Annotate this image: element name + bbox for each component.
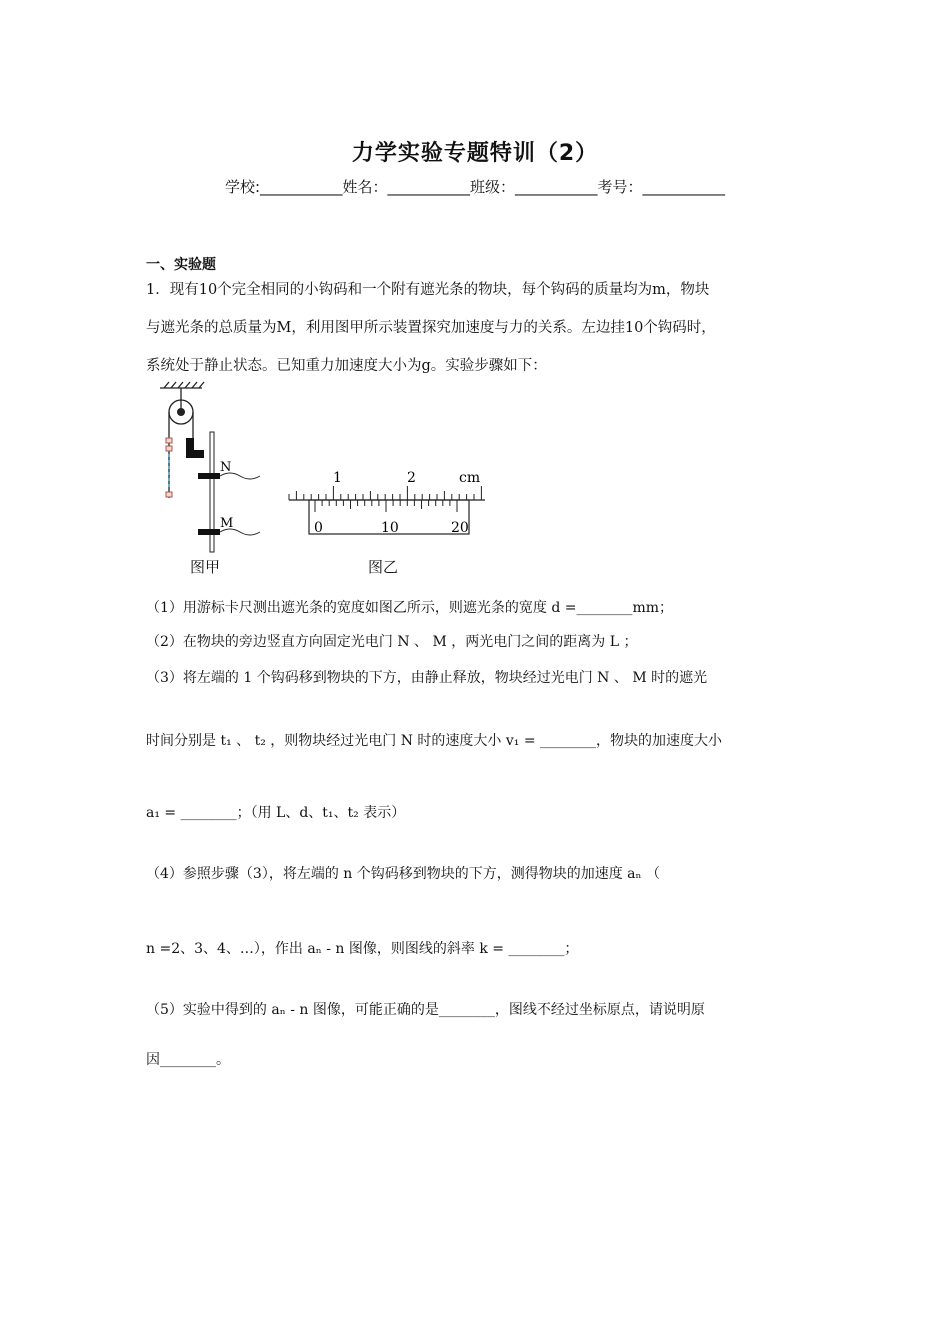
figure-a-apparatus <box>150 380 270 555</box>
part-4-line-1: （4）参照步骤（3），将左端的 n 个钩码移到物块的下方，测得物块的加速度 aₙ （ <box>146 866 661 882</box>
question-intro-line-1: 1．现有10个完全相同的小钩码和一个附有遮光条的物块，每个钩码的质量均为m，物块 <box>146 282 710 298</box>
gate-m-label: M <box>220 516 234 531</box>
question-intro-line-3: 系统处于静止状态。已知重力加速度大小为g。实验步骤如下： <box>146 358 547 374</box>
block-with-shutter <box>186 438 204 458</box>
main-label-1: 1 <box>333 470 342 486</box>
part-4-line-2: n =2、3、4、…），作出 aₙ - n 图像，则图线的斜率 k = ________； <box>146 941 579 957</box>
figure-a-caption: 图甲 <box>190 558 221 576</box>
ceiling-hatch-icon <box>164 382 204 388</box>
photogate-n-icon <box>198 473 220 479</box>
figure-b-caption: 图乙 <box>368 558 399 576</box>
part-3-line-2: 时间分别是 t₁ 、 t₂ ，则物块经过光电门 N 时的速度大小 v₁ = ________，物块的加速度大小 <box>146 733 723 749</box>
figure-b-caliper <box>285 466 495 538</box>
section-heading: 一、实验题 <box>146 257 216 273</box>
question-intro-line-2: 与遮光条的总质量为M，利用图甲所示装置探究加速度与力的关系。左边挂10个钩码时， <box>146 320 716 336</box>
gate-n-label: N <box>220 460 232 475</box>
part-5-line-2: 因________。 <box>146 1052 230 1068</box>
student-info-line: 学校:___________姓名：___________班级：___________考号：___________ <box>224 178 726 196</box>
vernier-label-10: 10 <box>381 520 399 536</box>
vernier-label-20: 20 <box>451 520 469 536</box>
pulley-axle-icon <box>177 408 185 416</box>
main-label-cm: cm <box>459 470 481 486</box>
part-3-line-1: （3）将左端的 1 个钩码移到物块的下方，由静止释放，物块经过光电门 N 、 M 时的遮光 <box>146 670 708 686</box>
main-label-2: 2 <box>407 470 416 486</box>
page-title: 力学实验专题特训（2） <box>351 141 599 166</box>
photogate-m-icon <box>198 529 220 535</box>
part-1: （1）用游标卡尺测出遮光条的宽度如图乙所示，则遮光条的宽度 d =________mm； <box>146 600 674 616</box>
part-2: （2）在物块的旁边竖直方向固定光电门 N 、 M ，两光电门之间的距离为 L ； <box>146 634 638 650</box>
part-5-line-1: （5）实验中得到的 aₙ - n 图像，可能正确的是________，图线不经过坐标原点，请说明原 <box>146 1002 705 1018</box>
part-3-line-3: a₁ = ________；（用 L、d、t₁、t₂ 表示） <box>146 805 406 821</box>
vernier-label-0: 0 <box>314 520 323 536</box>
